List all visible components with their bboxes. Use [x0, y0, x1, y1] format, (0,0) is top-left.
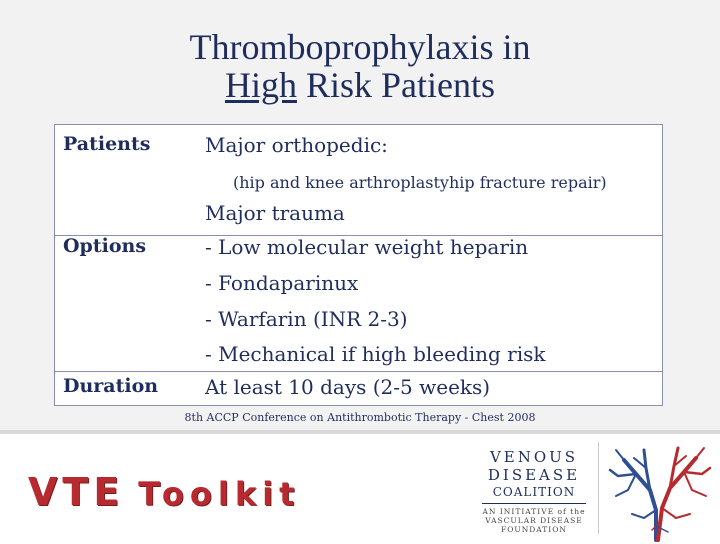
- risk-table: [54, 124, 663, 406]
- toolkit-word: Toolkit: [138, 475, 301, 513]
- footer-banner: [0, 430, 720, 544]
- label-patients: Patients: [63, 133, 151, 155]
- slide-title: [0, 28, 720, 104]
- org-line-2: DISEASE: [487, 466, 581, 484]
- vte-toolkit-logo: [28, 470, 300, 514]
- org-divider: [482, 503, 586, 504]
- option-line-2: - Fondaparinux: [205, 271, 359, 295]
- row-divider-2: [55, 371, 662, 372]
- option-line-3: - Warfarin (INR 2-3): [205, 307, 408, 331]
- org-sub-2: VASCULAR DISEASE: [485, 516, 583, 525]
- org-line-3: COALITION: [492, 485, 576, 499]
- title-line-2: [0, 66, 720, 104]
- title-line-2-rest: Risk Patients: [296, 65, 496, 105]
- vein-tree-icon: [606, 440, 714, 542]
- patients-line-2: (hip and knee arthroplastyhip fracture repair): [233, 173, 607, 192]
- org-sub-3: FOUNDATION: [501, 525, 567, 534]
- org-sub-1: AN INITIATIVE of the: [482, 507, 586, 516]
- coalition-logo-text: [476, 448, 592, 534]
- logo-divider: [598, 442, 599, 534]
- duration-text: At least 10 days (2-5 weeks): [205, 375, 491, 399]
- label-options: Options: [63, 235, 147, 257]
- org-line-1: VENOUS: [489, 448, 579, 466]
- vte-word: VTE: [28, 470, 125, 514]
- option-line-4: - Mechanical if high bleeding risk: [205, 342, 546, 366]
- title-emphasis-high: High: [224, 65, 297, 105]
- patients-line-1: Major orthopedic:: [205, 133, 388, 157]
- option-line-1: - Low molecular weight heparin: [205, 235, 529, 259]
- label-duration: Duration: [63, 375, 159, 397]
- patients-line-3: Major trauma: [205, 201, 345, 225]
- citation: 8th ACCP Conference on Antithrombotic Therapy - Chest 2008: [184, 411, 536, 424]
- title-line-1: Thromboprophylaxis in: [189, 27, 531, 67]
